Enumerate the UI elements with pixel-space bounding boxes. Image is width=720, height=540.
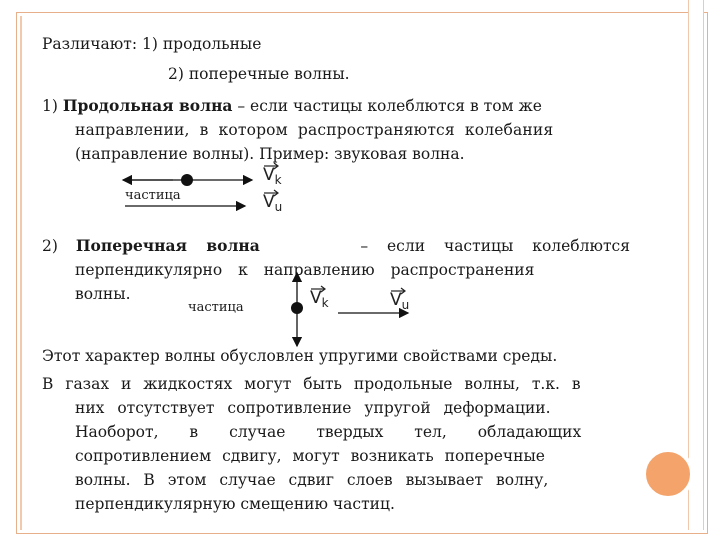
transverse-term: Поперечная волна bbox=[75, 236, 260, 255]
paragraph-gases-line-3: Наоборот, в случае твердых тел, обладающих bbox=[75, 423, 582, 441]
transverse-line-1-rest: – если частицы колеблются bbox=[360, 237, 630, 255]
longitudinal-line-2: направлении, в котором распространяются колебания bbox=[75, 121, 554, 139]
transverse-line-1 bbox=[42, 236, 630, 256]
vector-bar-icon bbox=[262, 187, 282, 197]
paragraph-gases-line-6: перпендикулярную смещению частиц. bbox=[75, 495, 395, 513]
vu-letter: V bbox=[263, 192, 275, 212]
longitudinal-line-1 bbox=[42, 96, 542, 116]
transverse-number: 2) bbox=[42, 237, 58, 255]
intro-line-2: 2) поперечные волны. bbox=[168, 65, 350, 83]
particle-dot bbox=[181, 174, 193, 186]
paragraph-elastic: Этот характер волны обусловлен упругими свойствами среды. bbox=[42, 347, 558, 365]
accent-circle bbox=[642, 448, 694, 500]
longitudinal-line-1-rest: – если частицы колеблются в том же bbox=[232, 97, 542, 115]
longitudinal-term: Продольная волна bbox=[62, 96, 233, 115]
vector-bar-icon bbox=[262, 160, 282, 170]
figure2-particle-label: частица bbox=[188, 300, 244, 315]
vk-letter: V bbox=[310, 288, 322, 308]
intro-line-1: Различают: 1) продольные bbox=[42, 35, 262, 53]
figure1-particle-label: частица bbox=[125, 188, 181, 203]
vk-subscript: k bbox=[274, 173, 282, 187]
paragraph-gases-line-5: волны. В этом случае сдвиг слоев вызывает волну, bbox=[75, 471, 549, 489]
vector-bar-icon bbox=[389, 285, 409, 295]
longitudinal-line-3: (направление волны). Пример: звуковая волна. bbox=[75, 145, 465, 163]
vu-subscript: u bbox=[274, 200, 283, 214]
vk-subscript: k bbox=[321, 296, 329, 310]
paragraph-gases-line-4: сопротивлением сдвигу, могут возникать поперечные bbox=[75, 447, 545, 465]
paragraph-gases-line-2: них отсутствует сопротивление упругой деформации. bbox=[75, 399, 551, 417]
frame-left-rule bbox=[20, 16, 22, 530]
vector-bar-icon bbox=[309, 283, 329, 293]
particle-dot bbox=[291, 302, 303, 314]
frame-right-band bbox=[688, 0, 704, 530]
transverse-line-2: перпендикулярно к направлению распространения bbox=[75, 261, 535, 279]
longitudinal-number: 1) bbox=[42, 97, 58, 115]
vk-letter: V bbox=[263, 165, 275, 185]
vu-subscript: u bbox=[401, 298, 410, 312]
vu-letter: V bbox=[390, 290, 402, 310]
transverse-line-3: волны. bbox=[75, 285, 131, 303]
paragraph-gases-line-1: В газах и жидкостях могут быть продольные волны, т.к. в bbox=[42, 375, 581, 393]
